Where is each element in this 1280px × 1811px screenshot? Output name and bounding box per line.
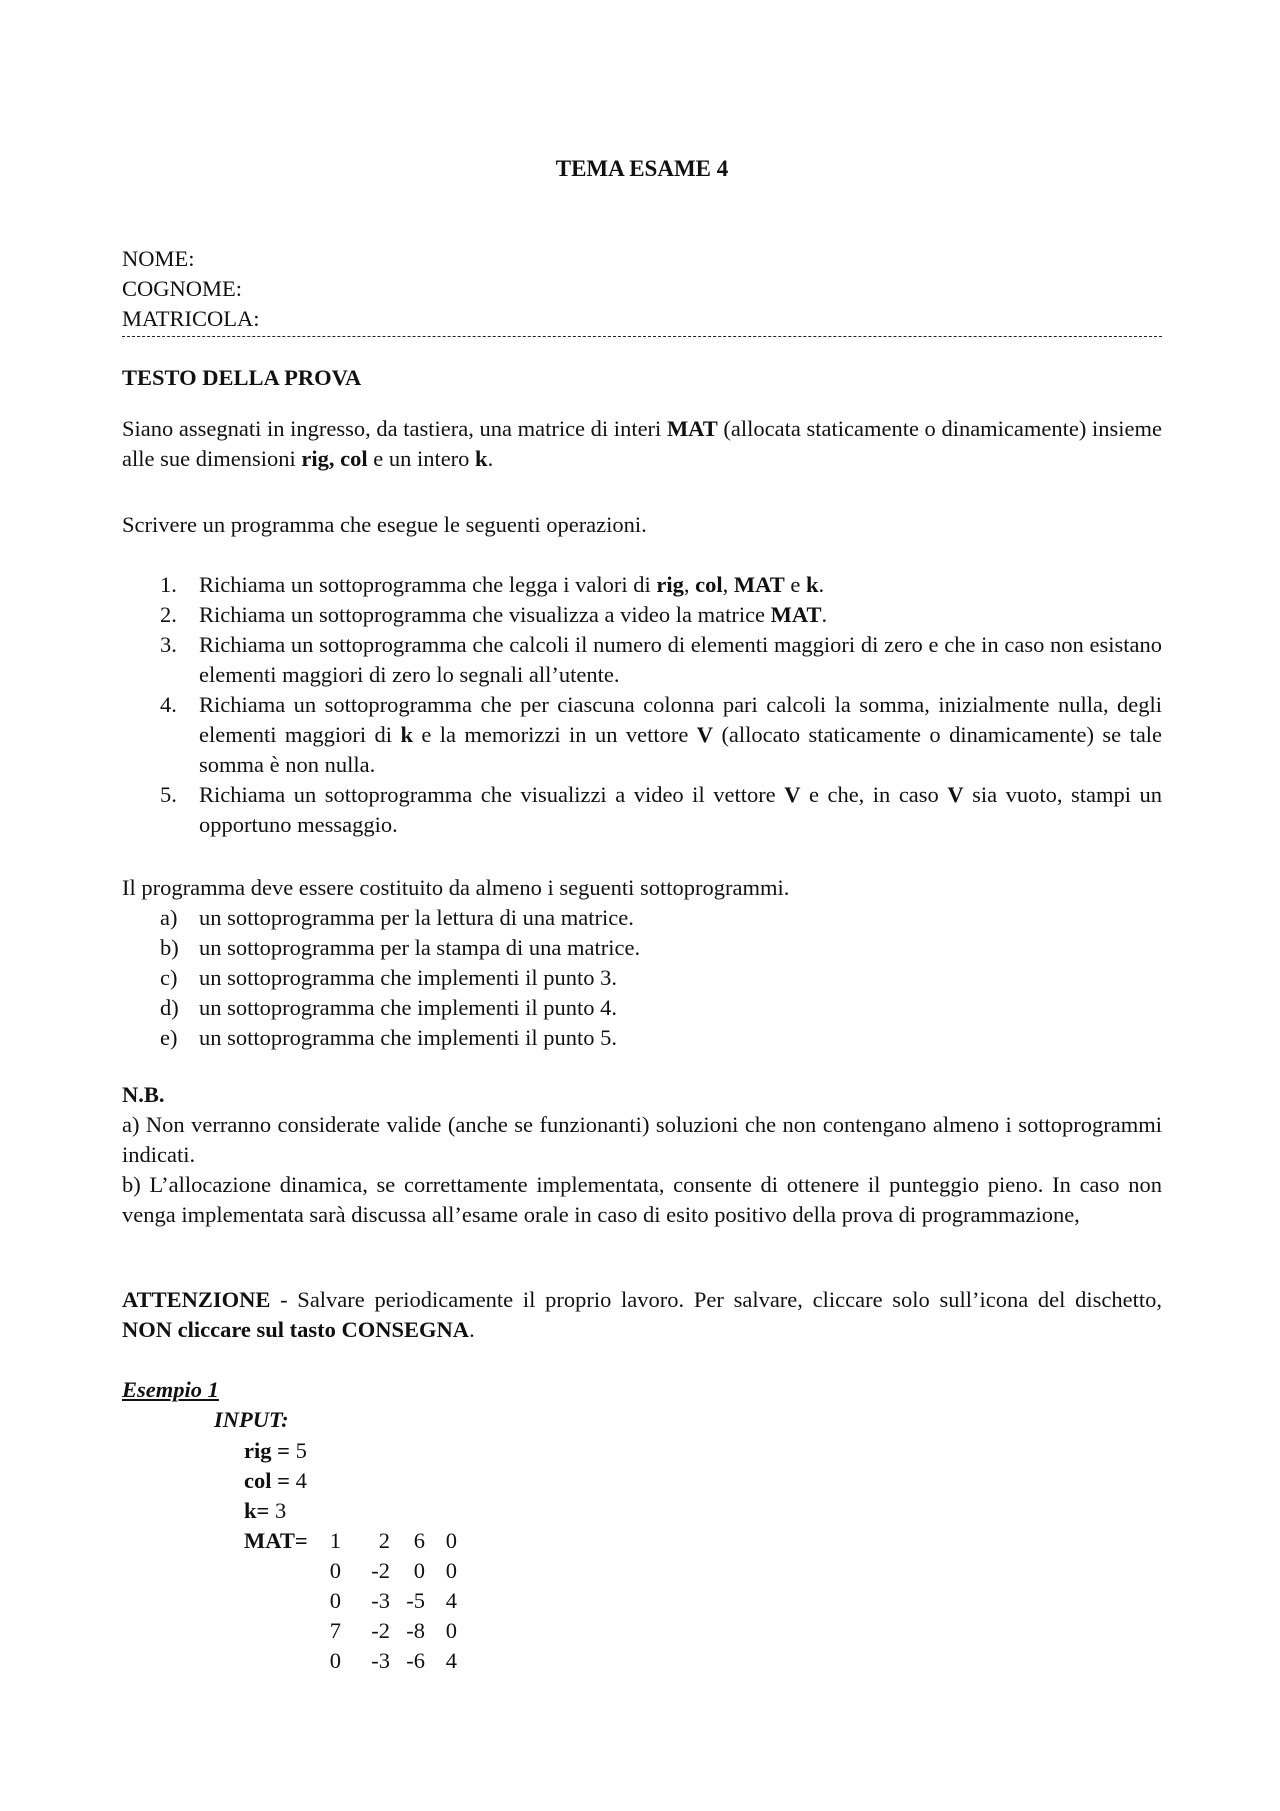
list-item: c) un sottoprogramma che implementi il punto 3. <box>160 965 618 990</box>
nb-b: b) L’allocazione dinamica, se correttamente implementata, consente di ottenere il punteggio pieno. In caso non venga implementata sarà discussa all’esame orale in caso di esito positivo della prova di programmazione, <box>122 1172 1162 1227</box>
subprogram-list <box>122 903 640 1053</box>
instruction-paragraph: Scrivere un programma che esegue le seguenti operazioni. <box>122 512 647 537</box>
field-matricola: MATRICOLA: <box>122 306 260 331</box>
table-row: 7 -2 -8 0 <box>329 1618 457 1643</box>
mat-term: MAT <box>666 416 718 441</box>
list-item: 5. Richiama un sottoprogramma che visualizzi a video il vettore V e che, in caso V sia vuoto, stampi un opportuno messaggio. <box>160 782 1162 837</box>
nb-section <box>122 1080 1162 1230</box>
rigcol-term: rig, col <box>301 446 368 471</box>
list-item: 4. Richiama un sottoprogramma che per ciascuna colonna pari calcoli la somma, inizialmente nulla, degli elementi maggiori di k e la memorizzi in un vettore V (allocato staticamente o dinamicamente) se tale somma è non nulla. <box>160 692 1163 777</box>
nb-a: a) Non verranno considerate valide (anche se funzionanti) soluzioni che non contengano almeno i sottoprogrammi indicati. <box>122 1112 1162 1167</box>
rig-value: rig = 5 <box>244 1438 307 1463</box>
field-nome: NOME: <box>122 246 195 271</box>
task-list <box>122 570 1162 840</box>
table-row: 0 -3 -6 4 <box>329 1648 457 1673</box>
field-cognome: COGNOME: <box>122 276 243 301</box>
nb-label: N.B. <box>122 1082 165 1107</box>
example-input-label: INPUT: <box>214 1407 289 1432</box>
example-values <box>244 1436 307 1526</box>
dashed-divider <box>122 336 1162 338</box>
example-title: Esempio 1 <box>122 1377 219 1402</box>
list-item: e) un sottoprogramma che implementi il punto 5. <box>160 1025 618 1050</box>
col-value: col = 4 <box>244 1468 307 1493</box>
list-item: 1. Richiama un sottoprogramma che legga i valori di rig, col, MAT e k. <box>160 572 825 597</box>
list-item: b) un sottoprogramma per la stampa di una matrice. <box>160 935 641 960</box>
section-title: TESTO DELLA PROVA <box>122 365 362 390</box>
attention-paragraph: ATTENZIONE - Salvare periodicamente il proprio lavoro. Per salvare, cliccare solo sull’icona del dischetto, NON cliccare sul tasto CONSEGNA. <box>122 1287 1162 1342</box>
subs-intro: Il programma deve essere costituito da almeno i seguenti sottoprogrammi. <box>122 875 790 900</box>
k-term: k <box>475 446 488 471</box>
table-row: 1 2 6 0 <box>329 1528 457 1553</box>
k-value: k= 3 <box>244 1498 287 1523</box>
list-item: a) un sottoprogramma per la lettura di una matrice. <box>160 905 634 930</box>
table-row: 0 -3 -5 4 <box>329 1588 457 1613</box>
attention-bold: NON cliccare sul tasto CONSEGNA <box>122 1317 470 1342</box>
list-item: 2. Richiama un sottoprogramma che visualizza a video la matrice MAT. <box>160 602 828 627</box>
list-item: 3. Richiama un sottoprogramma che calcoli il numero di elementi maggiori di zero e che in caso non esistano elementi maggiori di zero lo segnali all’utente. <box>160 632 1162 687</box>
page-title: TEMA ESAME 4 <box>555 156 729 181</box>
student-fields <box>122 244 260 334</box>
attention-label: ATTENZIONE <box>122 1287 271 1312</box>
table-row: 0 -2 0 0 <box>329 1558 457 1583</box>
matrix-table <box>324 1526 457 1676</box>
intro-paragraph: Siano assegnati in ingresso, da tastiera, una matrice di interi MAT (allocata staticamente o dinamicamente) insieme alle sue dimensioni rig, col e un intero k. <box>122 416 1162 471</box>
mat-label: MAT= <box>244 1528 308 1553</box>
list-item: d) un sottoprogramma che implementi il punto 4. <box>160 995 618 1020</box>
